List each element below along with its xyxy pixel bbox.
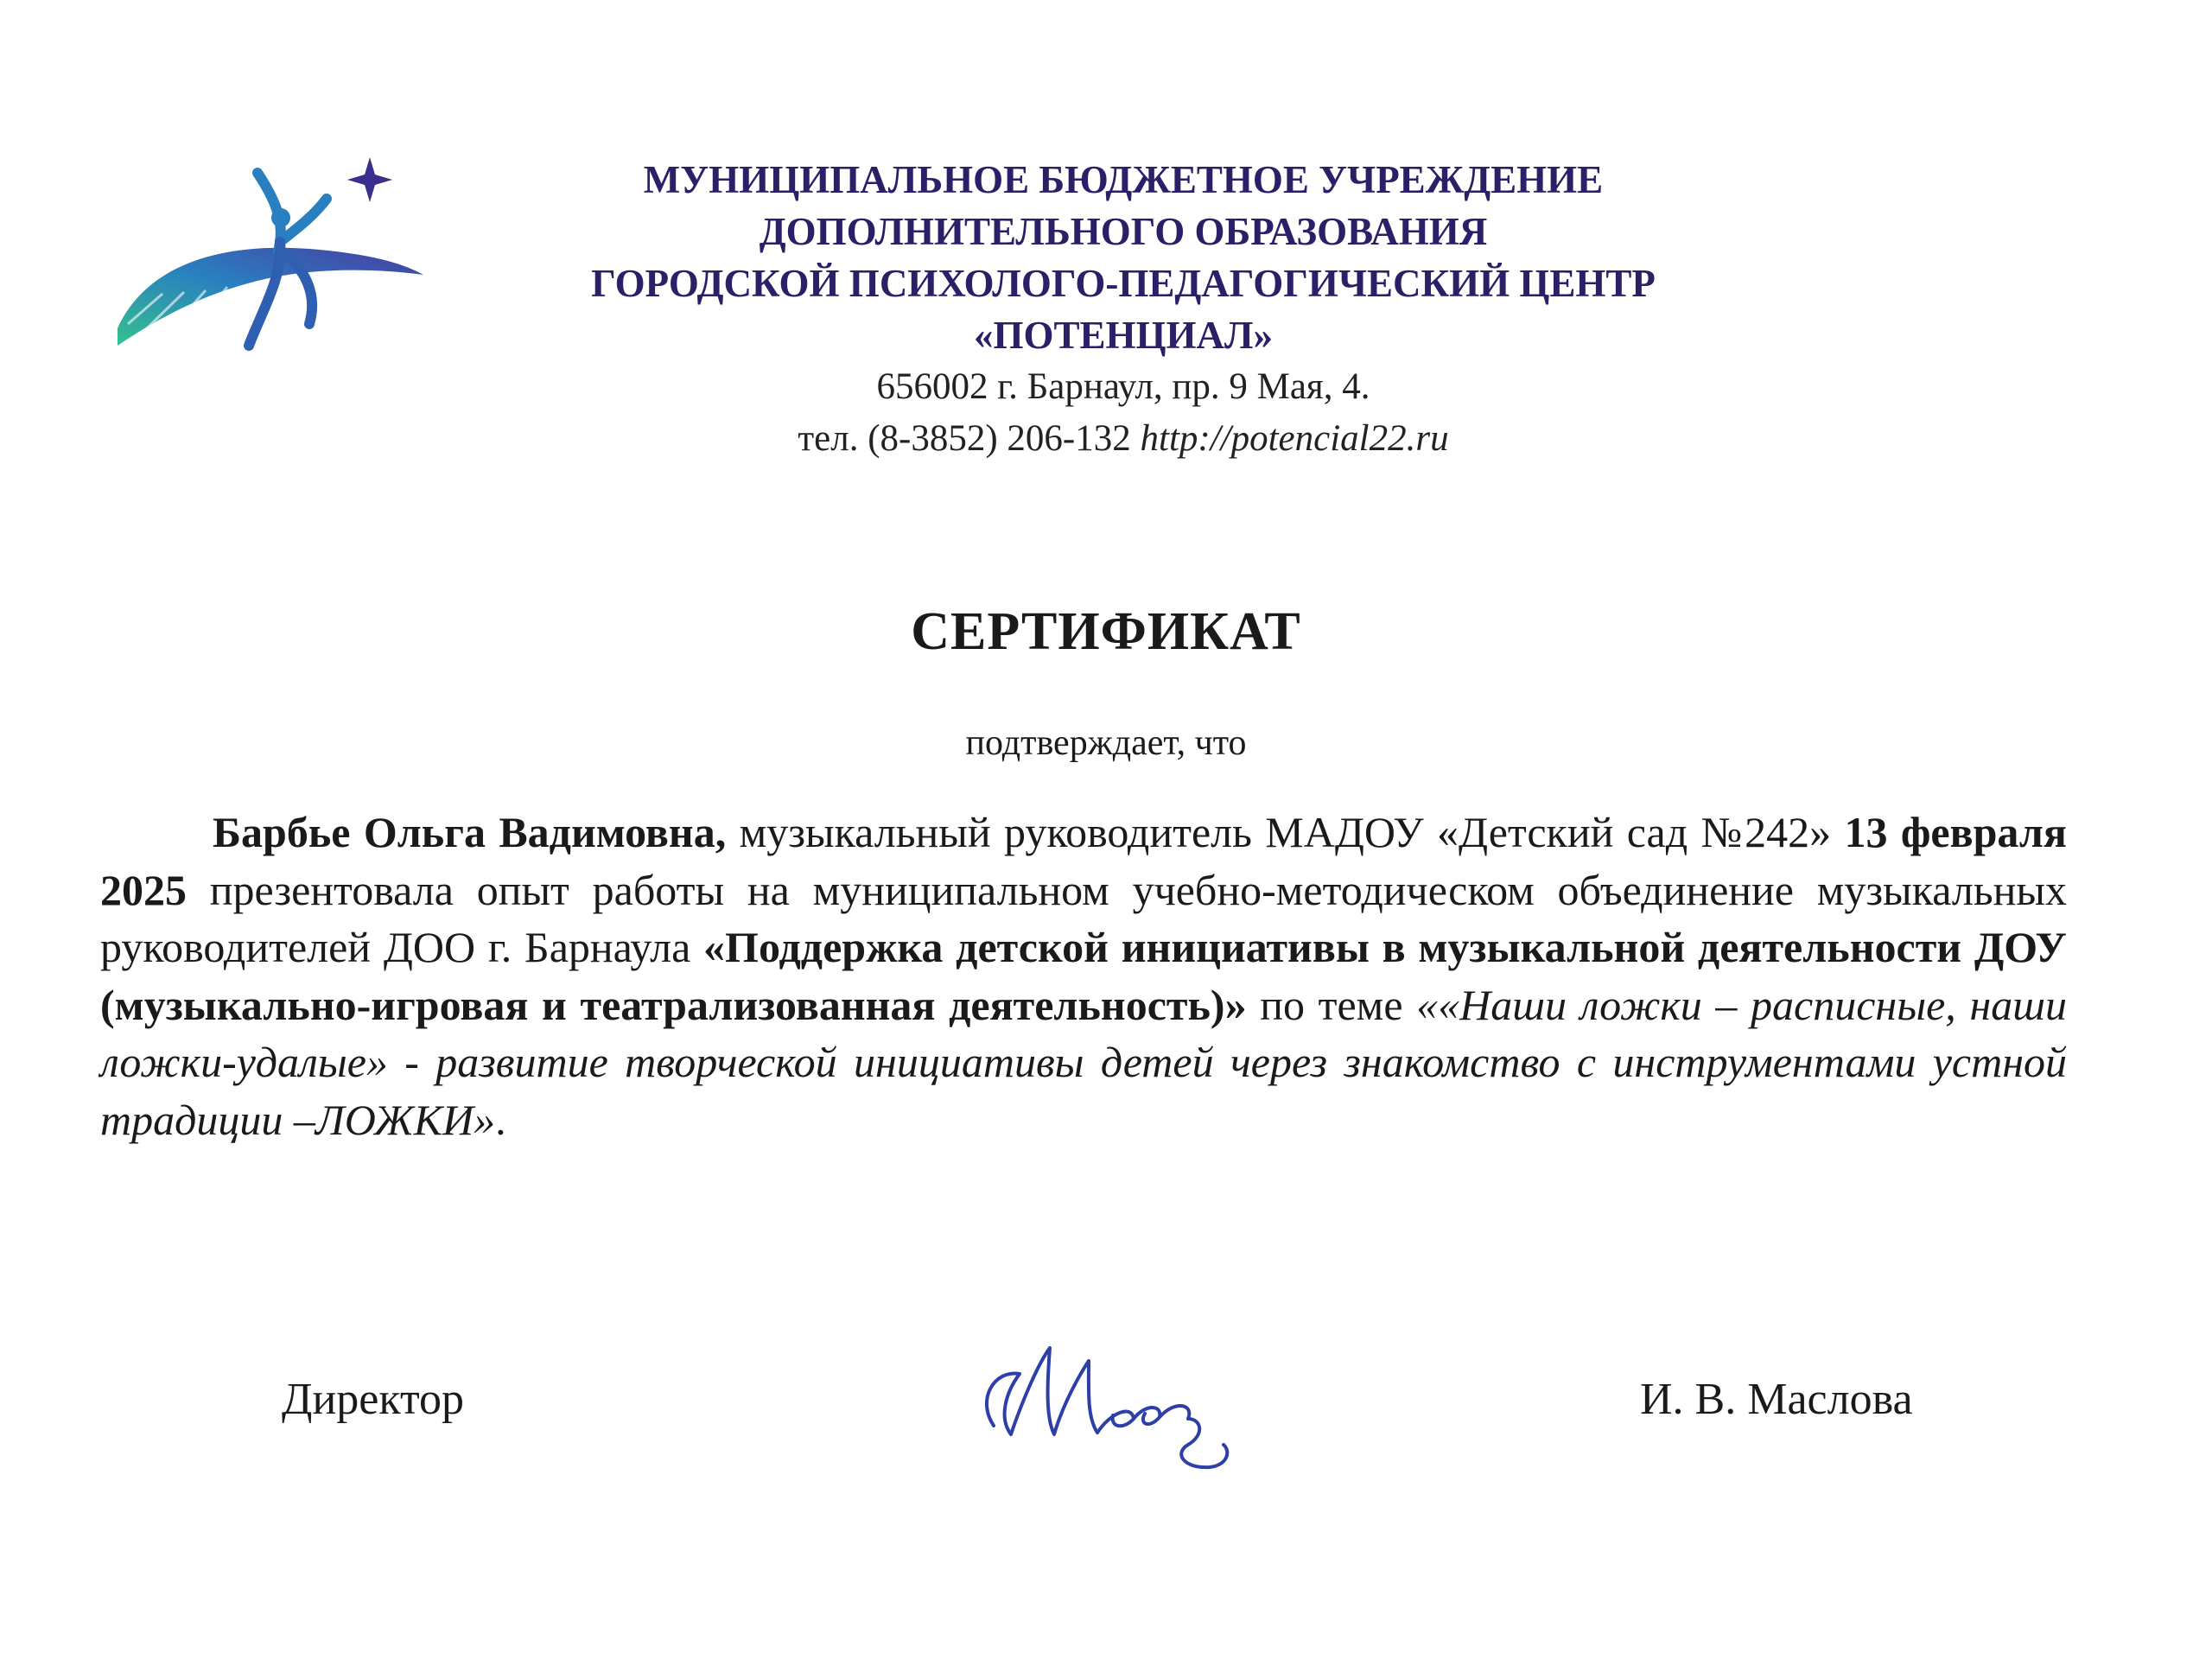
org-name-line-4: «ПОТЕНЦИАЛ» xyxy=(973,314,1274,357)
body-text-part-2: по теме xyxy=(1246,980,1417,1029)
org-name-line-1: МУНИЦИПАЛЬНОЕ БЮДЖЕТНОЕ УЧРЕЖДЕНИЕ xyxy=(643,158,1604,201)
certificate-body xyxy=(100,804,2067,1148)
body-text-part-1: презентовала опыт работы на муниципальном учебно-методическом объединение музыкальных руководителей ДОО г. Барнаула xyxy=(100,865,2067,971)
org-phone: тел. (8-3852) 206-132 xyxy=(798,418,1131,459)
signatory-role: Директор xyxy=(282,1375,464,1424)
organization-header xyxy=(484,154,1763,465)
recipient-name: Барбье Ольга Вадимовна, xyxy=(213,808,727,856)
org-contacts xyxy=(484,413,1763,465)
event-date: 13 февраля 2025 xyxy=(100,808,2067,914)
org-name-line-2: ДОПОЛНИТЕЛЬНОГО ОБРАЗОВАНИЯ xyxy=(759,210,1488,253)
org-website-link[interactable]: http://potencial22.ru xyxy=(1140,418,1449,459)
presentation-topic: ««Наши ложки – расписные, наши ложки-удалые» - развитие творческой инициативы детей через знакомство с инструментами устной традиции –ЛОЖКИ» xyxy=(100,980,2067,1144)
org-name-line-3: ГОРОДСКОЙ ПСИХОЛОГО-ПЕДАГОГИЧЕСКИЙ ЦЕНТР xyxy=(591,262,1656,305)
confirms-line: подтверждает, что xyxy=(965,723,1247,763)
certificate-title: СЕРТИФИКАТ xyxy=(911,602,1301,661)
body-text-end: . xyxy=(495,1095,506,1144)
signatory-name: И. В. Маслова xyxy=(1640,1375,1913,1424)
handwritten-signature xyxy=(968,1322,1244,1486)
potencial-logo xyxy=(111,138,439,441)
event-title: «Поддержка детской инициативы в музыкальной деятельности ДОУ (музыкально-игровая и театрализованная деятельность)» xyxy=(100,923,2068,1029)
recipient-position: музыкальный руководитель МАДОУ «Детский сад №242» xyxy=(726,808,1845,856)
org-address: 656002 г. Барнаул, пр. 9 Мая, 4. xyxy=(876,366,1370,407)
